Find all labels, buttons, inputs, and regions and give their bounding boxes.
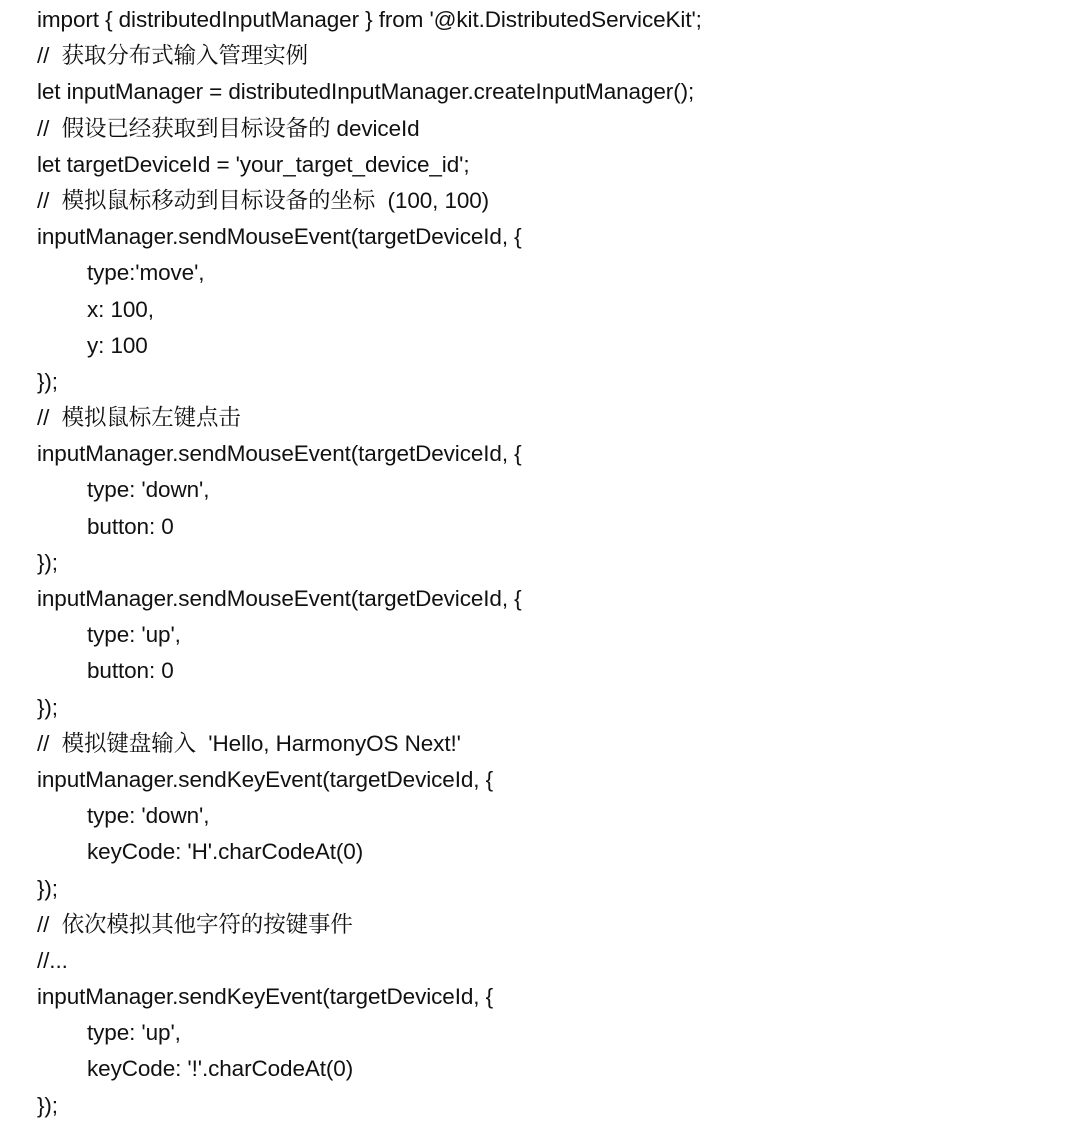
code-line: keyCode: '!'.charCodeAt(0) <box>87 1056 354 1082</box>
code-line: import { distributedInputManager } from '@kit.DistributedServiceKit'; <box>37 7 702 32</box>
code-line: inputManager.sendMouseEvent(targetDeviceId, { <box>37 586 522 611</box>
code-line: let targetDeviceId = 'your_target_device_id'; <box>37 151 470 177</box>
code-line: type: 'down', <box>87 477 210 503</box>
code-line: // 模拟鼠标左键点击 <box>37 405 241 431</box>
code-line: keyCode: 'H'.charCodeAt(0) <box>87 839 364 865</box>
code-line: }); <box>37 368 58 394</box>
code-line: type: 'up', <box>87 1020 181 1046</box>
code-line: inputManager.sendKeyEvent(targetDeviceId, { <box>37 984 493 1010</box>
code-line: button: 0 <box>87 513 174 539</box>
code-line: inputManager.sendMouseEvent(targetDeviceId, { <box>37 441 522 467</box>
code-line: }); <box>37 875 58 901</box>
code-line: type: 'up', <box>87 622 181 648</box>
code-line: type:'move', <box>87 260 205 286</box>
code-line: }); <box>37 694 58 720</box>
code-line: //... <box>37 947 68 973</box>
code-line: y: 100 <box>87 332 148 358</box>
code-line: }); <box>37 1092 58 1118</box>
code-line: x: 100, <box>87 296 154 322</box>
code-line: }); <box>37 549 58 575</box>
code-line: // 假设已经获取到目标设备的 deviceId <box>37 115 420 141</box>
code-line: inputManager.sendKeyEvent(targetDeviceId, { <box>37 766 493 792</box>
code-line: let inputManager = distributedInputManager.createInputManager(); <box>37 79 695 105</box>
code-line: // 获取分布式输入管理实例 <box>37 43 309 69</box>
code-line: // 模拟鼠标移动到目标设备的坐标 (100, 100) <box>37 187 490 213</box>
code-line: // 模拟键盘输入 'Hello, HarmonyOS Next!' <box>37 730 461 756</box>
code-line: // 依次模拟其他字符的按键事件 <box>37 911 353 937</box>
code-line: inputManager.sendMouseEvent(targetDeviceId, { <box>37 224 522 250</box>
code-line: type: 'down', <box>87 803 210 829</box>
code-line: button: 0 <box>87 658 174 684</box>
